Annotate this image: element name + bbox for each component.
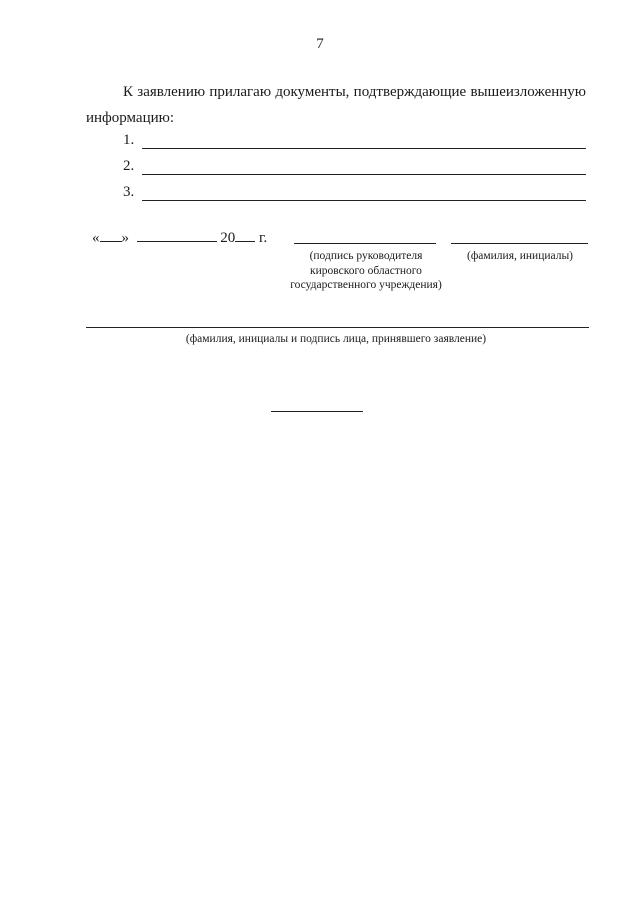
page-number: 7 (316, 36, 324, 52)
end-of-document-rule (271, 411, 363, 412)
head-name-caption: (фамилия, инициалы) (466, 250, 574, 262)
date-close-quote: » (121, 230, 129, 246)
date-month-blank (137, 229, 217, 242)
head-name-line (451, 243, 588, 244)
intro-paragraph: К заявлению прилагаю документы, подтверждающие вышеизложенную информацию: (86, 84, 586, 126)
date-open-quote: « (92, 230, 100, 246)
item-blank-line (142, 148, 586, 149)
document-list-item (123, 132, 586, 152)
date-year-suffix: г. (259, 230, 268, 246)
head-signature-caption: (подпись руководителя кировского областного государственного учреждения) (290, 250, 442, 291)
item-number: 1. (123, 132, 135, 148)
date-day-blank (100, 229, 122, 242)
item-number: 2. (123, 158, 135, 174)
document-list-item (123, 158, 586, 178)
head-signature-line (294, 243, 436, 244)
item-number: 3. (123, 184, 135, 200)
date-year-prefix: 20 (220, 230, 236, 246)
date-field (92, 229, 267, 247)
item-blank-line (142, 200, 586, 201)
item-blank-line (142, 174, 586, 175)
accepter-signature-line (86, 327, 589, 328)
document-list-item (123, 184, 586, 204)
date-year-blank (235, 229, 255, 242)
accepter-caption: (фамилия, инициалы и подпись лица, принявшего заявление) (185, 333, 487, 345)
